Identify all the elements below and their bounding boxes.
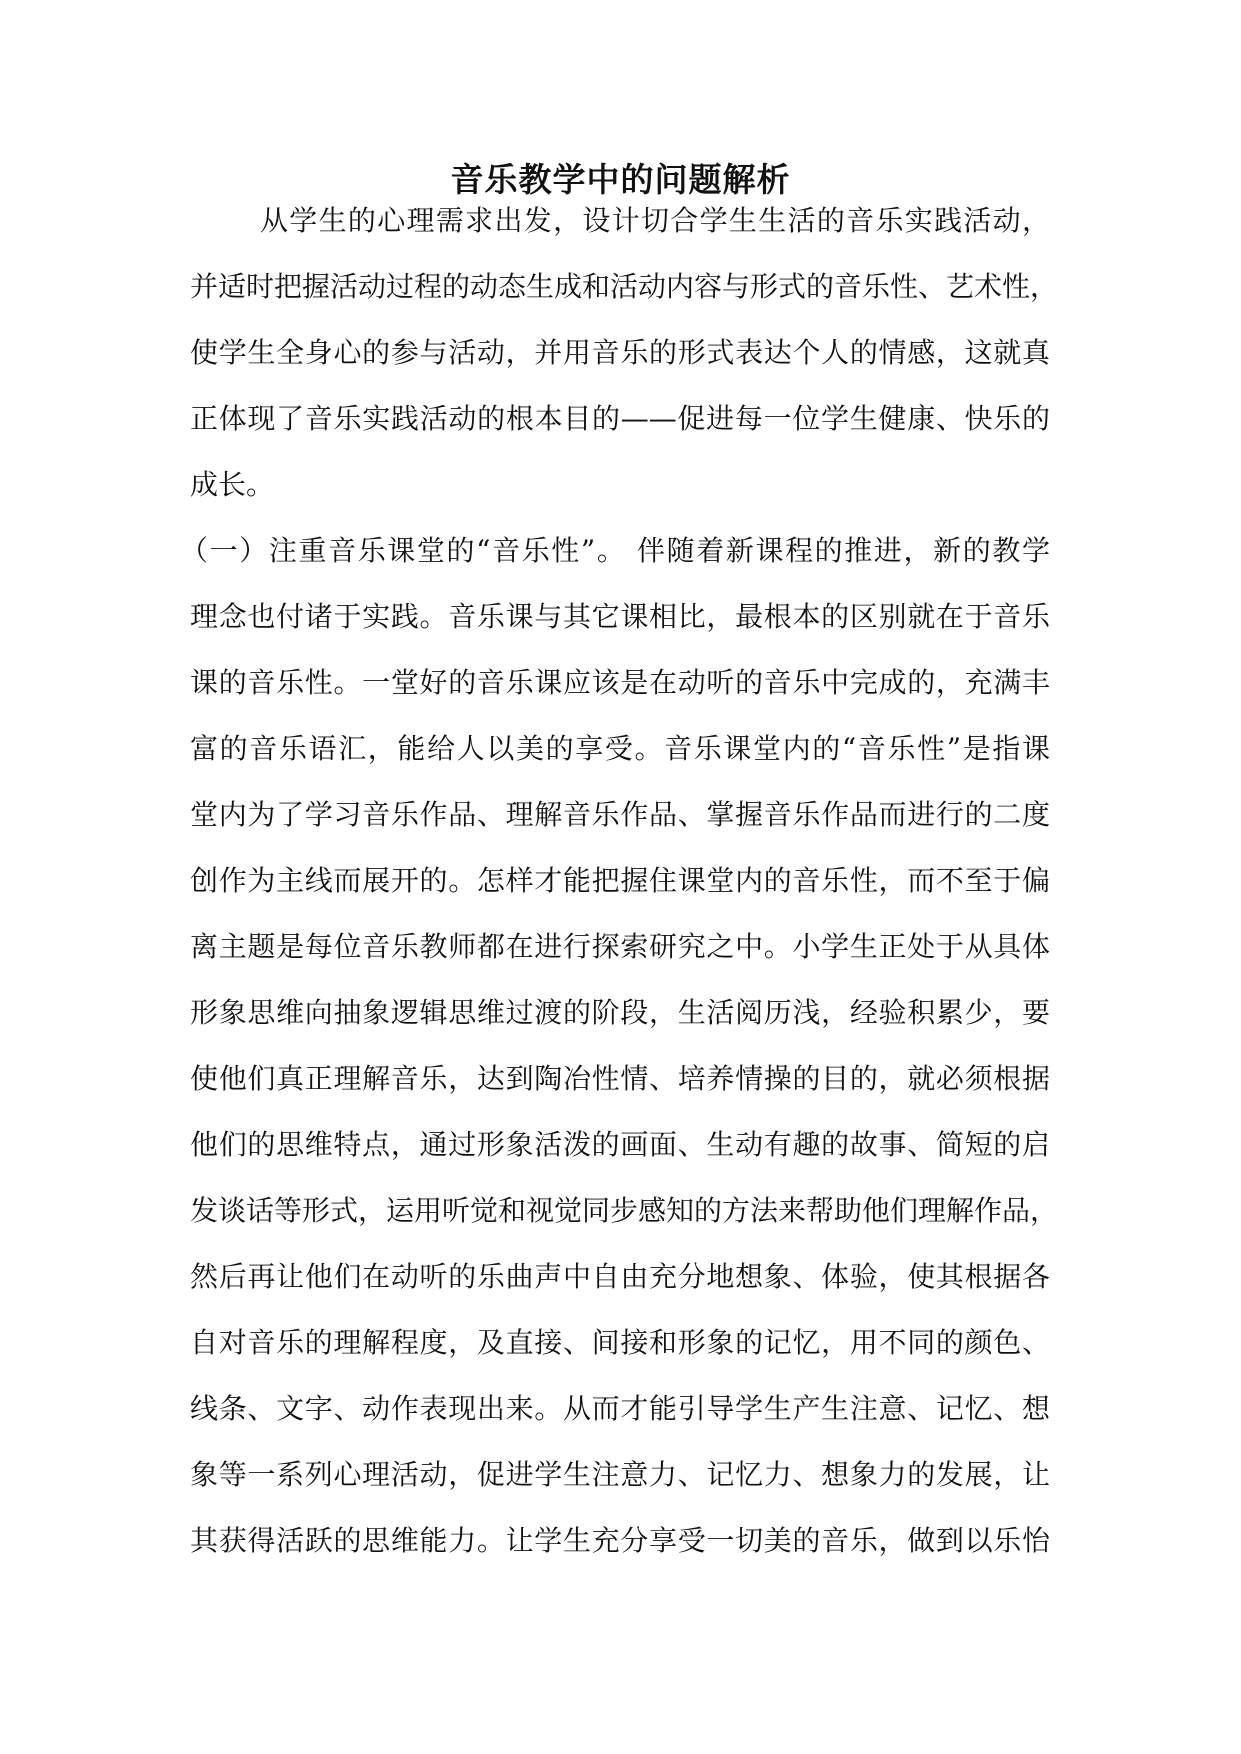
paragraph-line: 从学生的心理需求出发，设计切合学生生活的音乐实践活动，: [260, 204, 1050, 237]
paragraph-line: 成长。: [190, 468, 275, 501]
paragraph-line: 堂内为了学习音乐作品、理解音乐作品、掌握音乐作品而进行的二度: [190, 798, 1050, 831]
paragraph-line: 线条、文字、动作表现出来。从而才能引导学生产生注意、记忆、想: [190, 1392, 1050, 1425]
paragraph-line: 创作为主线而展开的。怎样才能把握住课堂内的音乐性，而不至于偏: [190, 864, 1050, 897]
paragraph-line: 他们的思维特点，通过形象活泼的画面、生动有趣的故事、简短的启: [190, 1128, 1050, 1161]
paragraph-line: 理念也付诸于实践。音乐课与其它课相比，最根本的区别就在于音乐: [190, 600, 1050, 633]
paragraph-line: 发谈话等形式，运用听觉和视觉同步感知的方法来帮助他们理解作品，: [190, 1194, 1059, 1227]
paragraph-line: 使学生全身心的参与活动，并用音乐的形式表达个人的情感，这就真: [190, 336, 1050, 369]
paragraph-2: [180, 518, 1059, 1574]
paragraph-line: 使他们真正理解音乐，达到陶冶性情、培养情操的目的，就必须根据: [190, 1062, 1050, 1095]
paragraph-line: 自对音乐的理解程度，及直接、间接和形象的记忆，用不同的颜色、: [190, 1326, 1050, 1359]
document-title: 音乐教学中的问题解析: [450, 160, 791, 199]
paragraph-line: 其获得活跃的思维能力。让学生充分享受一切美的音乐，做到以乐怡: [190, 1524, 1050, 1557]
paragraph-line: 正体现了音乐实践活动的根本目的——促进每一位学生健康、快乐的: [190, 402, 1050, 435]
paragraph-line: 课的音乐性。一堂好的音乐课应该是在动听的音乐中完成的，充满丰: [190, 666, 1050, 699]
paragraph-line: 并适时把握活动过程的动态生成和活动内容与形式的音乐性、艺术性，: [190, 270, 1059, 303]
paragraph-line: 离主题是每位音乐教师都在进行探索研究之中。小学生正处于从具体: [190, 930, 1050, 963]
paragraph-1: [190, 188, 1059, 518]
paragraph-line: 形象思维向抽象逻辑思维过渡的阶段，生活阅历浅，经验积累少，要: [190, 996, 1050, 1029]
paragraph-line: 然后再让他们在动听的乐曲声中自由充分地想象、体验，使其根据各: [190, 1260, 1050, 1293]
paragraph-line: 富的音乐语汇，能给人以美的享受。音乐课堂内的“音乐性”是指课: [190, 732, 1050, 765]
section-heading-line: （一）注重音乐课堂的“音乐性”。 伴随着新课程的推进，新的教学: [180, 534, 1050, 567]
paragraph-line: 象等一系列心理活动，促进学生注意力、记忆力、想象力的发展，让: [190, 1458, 1050, 1491]
